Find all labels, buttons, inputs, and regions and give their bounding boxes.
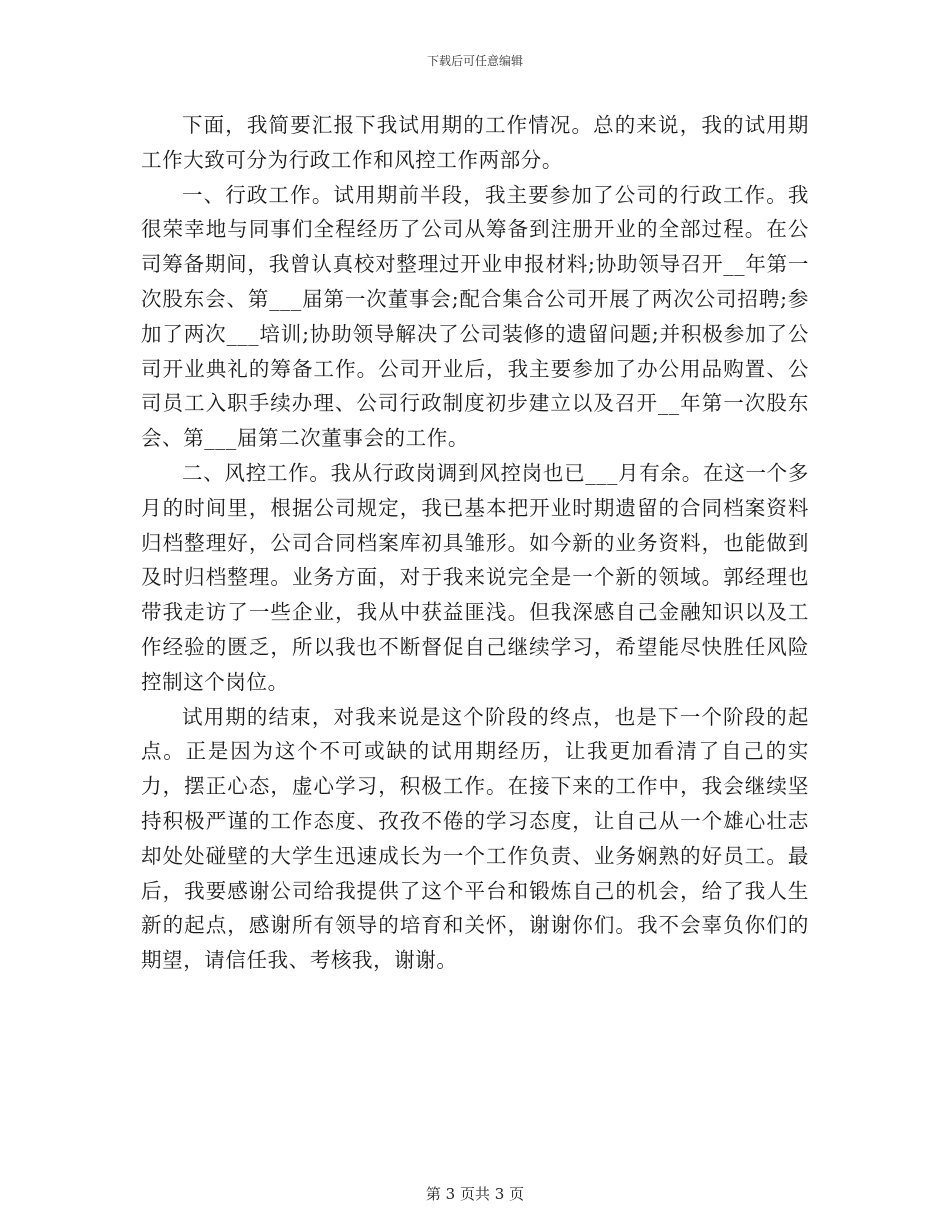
- page-header: 下载后可任意编辑: [426, 54, 523, 68]
- document-body: [141, 108, 809, 978]
- paragraph-conclusion: 试用期的结束，对我来说是这个阶段的终点，也是下一个阶段的起点。正是因为这个不可或缺的试用期经历，让我更加看清了自己的实力，摆正心态，虚心学习，积极工作。在接下来的工作中，我会继续坚持积极严谨的工作态度、孜孜不倦的学习态度，让自己从一个雄心壮志却处处碰壁的大学生迅速成长为一个工作负责、业务娴熟的好员工。最后，我要感谢公司给我提供了这个平台和锻炼自己的机会，给了我人生新的起点，感谢所有领导的培育和关怀，谢谢你们。我不会辜负你们的期望，请信任我、考核我，谢谢。: [141, 704, 809, 973]
- page-number: 第 3 页共 3 页: [425, 1185, 525, 1203]
- paragraph-admin-work: 一、行政工作。试用期前半段，我主要参加了公司的行政工作。我很荣幸地与同事们全程经历了公司从筹备到注册开业的全部过程。在公司筹备期间，我曾认真校对整理过开业申报材料;协助领导召开__年第一次股东会、第___届第一次董事会;配合集合公司开展了两次公司招聘;参加了两次___培训;协助领导解决了公司装修的遗留问题;并积极参加了公司开业典礼的筹备工作。公司开业后，我主要参加了办公用品购置、公司员工入职手续办理、公司行政制度初步建立以及召开__年第一次股东会、第___届第二次董事会的工作。: [141, 182, 809, 451]
- paragraph-risk-control-work: 二、风控工作。我从行政岗调到风控岗也已___月有余。在这一个多月的时间里，根据公司规定，我已基本把开业时期遗留的合同档案资料归档整理好，公司合同档案库初具雏形。如今新的业务资料，也能做到及时归档整理。业务方面，对于我来说完全是一个新的领域。郭经理也带我走访了一些企业，我从中获益匪浅。但我深感自己金融知识以及工作经验的匮乏，所以我也不断督促自己继续学习，希望能尽快胜任风险控制这个岗位。: [141, 460, 809, 694]
- paragraph-intro: 下面，我简要汇报下我试用期的工作情况。总的来说，我的试用期工作大致可分为行政工作和风控工作两部分。: [141, 113, 809, 172]
